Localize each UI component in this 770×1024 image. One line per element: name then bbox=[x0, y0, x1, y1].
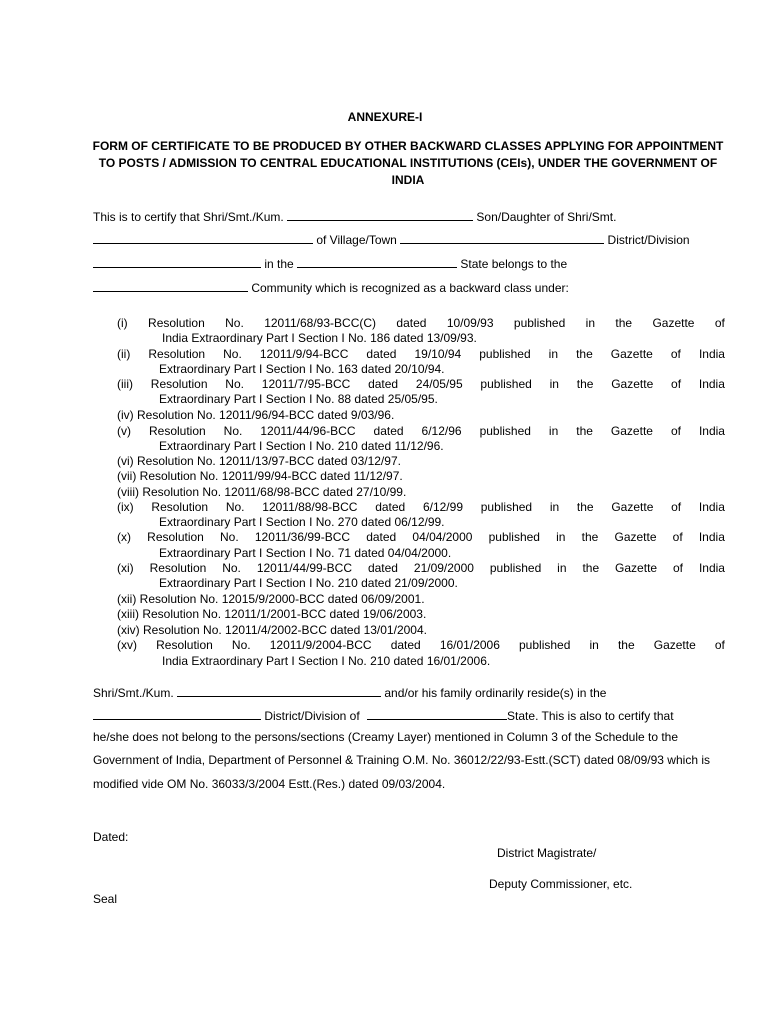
resolution-continuation: Extraordinary Part I Section I No. 163 dated 20/10/94. bbox=[159, 362, 445, 376]
resident-state-field[interactable] bbox=[367, 707, 507, 720]
resolution-word: No. bbox=[223, 424, 243, 438]
resolution-continuation: Extraordinary Part I Section I No. 88 dated 25/05/95. bbox=[159, 392, 438, 406]
resolution-continuation: India Extraordinary Part I Section I No. 210 dated 16/01/2006. bbox=[162, 654, 491, 668]
residence-text: State. This is also to certify that bbox=[507, 709, 674, 723]
resolution-word: 6/12/96 bbox=[421, 424, 462, 438]
resolution-word: dated bbox=[366, 530, 397, 544]
seal-label: Seal bbox=[93, 892, 118, 906]
residence-text: District/Division of bbox=[264, 709, 360, 723]
resolution-word: Resolution bbox=[156, 638, 213, 652]
resolution-item: (iv) Resolution No. 12011/96/94-BCC dated 9/03/96. bbox=[117, 408, 395, 422]
resolution-item bbox=[117, 424, 725, 438]
resolution-word: published bbox=[489, 561, 542, 575]
resolution-word: the bbox=[576, 377, 594, 391]
parent-name-field[interactable] bbox=[93, 231, 313, 244]
resolution-word: in bbox=[549, 500, 560, 514]
resolution-word: of bbox=[673, 561, 684, 575]
resolution-word: dated bbox=[367, 561, 398, 575]
resolution-word: 24/05/95 bbox=[415, 377, 463, 391]
resolution-item bbox=[117, 638, 725, 652]
resolution-word: India bbox=[698, 530, 725, 544]
resolution-word: No. bbox=[225, 377, 244, 391]
resolution-word: 12011/7/95-BCC bbox=[261, 377, 351, 391]
resolution-word: in bbox=[557, 561, 567, 575]
resolution-word: in bbox=[548, 347, 559, 361]
resolution-word: of bbox=[670, 424, 681, 438]
resolution-word: of bbox=[714, 316, 725, 330]
resolution-word: Gazette bbox=[615, 561, 658, 575]
resolution-word: in bbox=[549, 377, 559, 391]
resolution-word: of bbox=[671, 377, 682, 391]
resolution-word: published bbox=[480, 377, 532, 391]
residence-line-4: Government of India, Department of Personnel & Training O.M. No. 36012/22/93-Estt.(SCT) dated 08/09/93 which is bbox=[93, 753, 710, 767]
resolution-word: (iii) bbox=[117, 377, 133, 391]
resolution-word: Gazette bbox=[652, 316, 695, 330]
resolution-word: India bbox=[698, 377, 725, 391]
resolution-word: published bbox=[519, 638, 571, 652]
resolution-item bbox=[117, 561, 725, 575]
resolution-word: published bbox=[513, 316, 566, 330]
resolution-item: (viii) Resolution No. 12011/68/98-BCC dated 27/10/99. bbox=[117, 485, 407, 499]
resolution-item: (xiii) Resolution No. 12011/1/2001-BCC dated 19/06/2003. bbox=[117, 607, 427, 621]
resolution-word: 6/12/99 bbox=[422, 500, 463, 514]
resident-name-field[interactable] bbox=[177, 684, 381, 697]
resolution-word: dated bbox=[390, 638, 421, 652]
resolution-word: 19/10/94 bbox=[414, 347, 462, 361]
resolution-word: dated bbox=[375, 500, 406, 514]
resolution-word: No. bbox=[225, 500, 245, 514]
resolution-word: India bbox=[698, 347, 725, 361]
resolution-word: No. bbox=[225, 316, 244, 330]
certify-line-3 bbox=[93, 255, 567, 271]
resolution-word: in bbox=[589, 638, 599, 652]
resolution-word: Gazette bbox=[611, 500, 654, 514]
residence-line-1 bbox=[93, 684, 606, 700]
resolution-word: 04/04/2000 bbox=[412, 530, 473, 544]
resolution-word: 10/09/93 bbox=[446, 316, 494, 330]
resolution-word: the bbox=[576, 347, 593, 361]
resolution-word: No. bbox=[231, 638, 251, 652]
resolution-word: India bbox=[698, 424, 725, 438]
resolution-continuation: India Extraordinary Part I Section I No. 186 dated 13/09/93. bbox=[162, 331, 477, 345]
resolution-continuation: Extraordinary Part I Section I No. 270 dated 06/12/99. bbox=[159, 515, 445, 529]
dated-label: Dated: bbox=[93, 830, 129, 844]
resident-district-field[interactable] bbox=[93, 707, 261, 720]
name-field[interactable] bbox=[287, 208, 473, 221]
resolution-word: the bbox=[582, 561, 600, 575]
certify-text: of Village/Town bbox=[316, 233, 397, 247]
certify-text: District/Division bbox=[607, 233, 690, 247]
certify-text: in the bbox=[264, 257, 294, 271]
resolution-word: Resolution bbox=[148, 316, 205, 330]
deputy-commissioner-label: Deputy Commissioner, etc. bbox=[489, 877, 633, 891]
resolution-item: (vii) Resolution No. 12011/99/94-BCC dated 11/12/97. bbox=[117, 469, 403, 483]
resolution-word: in bbox=[556, 530, 566, 544]
resolution-word: (ii) bbox=[117, 347, 131, 361]
resolution-word: India bbox=[698, 500, 725, 514]
resolution-word: 21/09/2000 bbox=[413, 561, 474, 575]
resolution-word: Resolution bbox=[150, 377, 208, 391]
resolution-word: No. bbox=[222, 561, 241, 575]
resolution-word: Resolution bbox=[148, 424, 206, 438]
residence-text: and/or his family ordinarily reside(s) in the bbox=[384, 686, 607, 700]
resolution-word: Resolution bbox=[151, 500, 209, 514]
resolution-word: in bbox=[548, 424, 559, 438]
annexure-title: ANNEXURE-I bbox=[347, 110, 423, 124]
resolution-word: published bbox=[479, 424, 531, 438]
resolution-word: 12011/9/2004-BCC bbox=[269, 638, 372, 652]
resolution-word: Gazette bbox=[610, 347, 653, 361]
certify-text: State belongs to the bbox=[460, 257, 568, 271]
resolution-word: 12011/36/99-BCC bbox=[254, 530, 351, 544]
resolution-word: (i) bbox=[117, 316, 128, 330]
resolution-word: 16/01/2006 bbox=[439, 638, 500, 652]
magistrate-label: District Magistrate/ bbox=[497, 846, 597, 860]
resolution-word: in bbox=[585, 316, 595, 330]
resolution-word: India bbox=[698, 561, 725, 575]
resolution-word: 12011/68/93-BCC(C) bbox=[264, 316, 377, 330]
resolution-word: No. bbox=[223, 347, 242, 361]
certify-line-4 bbox=[93, 279, 569, 295]
resolution-word: the bbox=[576, 424, 593, 438]
resolution-word: (xv) bbox=[117, 638, 137, 652]
resolution-word: Gazette bbox=[611, 377, 654, 391]
village-field[interactable] bbox=[400, 231, 604, 244]
resolution-word: published bbox=[480, 500, 533, 514]
resolution-word: Resolution bbox=[147, 530, 204, 544]
resolution-word: dated bbox=[373, 424, 404, 438]
resolution-continuation: Extraordinary Part I Section I No. 210 dated 11/12/96. bbox=[159, 439, 444, 453]
resolution-word: 12011/9/94-BCC bbox=[259, 347, 349, 361]
certify-text: Community which is recognized as a backward class under: bbox=[251, 281, 569, 295]
resolution-word: Gazette bbox=[610, 424, 653, 438]
resolution-item bbox=[117, 316, 725, 330]
district-field[interactable] bbox=[93, 255, 261, 268]
resolution-word: the bbox=[617, 638, 635, 652]
resolution-continuation: Extraordinary Part I Section I No. 210 dated 21/09/2000. bbox=[159, 576, 458, 590]
resolution-item bbox=[117, 530, 725, 544]
resolution-item: (xii) Resolution No. 12015/9/2000-BCC dated 06/09/2001. bbox=[117, 592, 425, 606]
certify-text: This is to certify that Shri/Smt./Kum. bbox=[93, 210, 284, 224]
resolution-word: 12011/88/98-BCC bbox=[262, 500, 358, 514]
resolution-word: Resolution bbox=[149, 561, 207, 575]
resolution-word: the bbox=[615, 316, 633, 330]
state-field[interactable] bbox=[297, 255, 457, 268]
resolution-word: dated bbox=[396, 316, 427, 330]
certify-line-1 bbox=[93, 208, 616, 224]
certify-text: Son/Daughter of Shri/Smt. bbox=[476, 210, 617, 224]
resolution-word: published bbox=[488, 530, 540, 544]
resolution-word: Gazette bbox=[653, 638, 696, 652]
resolution-word: of bbox=[714, 638, 725, 652]
resolution-word: dated bbox=[366, 347, 397, 361]
resolution-item: (xiv) Resolution No. 12011/4/2002-BCC dated 13/01/2004. bbox=[117, 623, 427, 637]
resolution-word: of bbox=[672, 530, 683, 544]
resolution-word: 12011/44/99-BCC bbox=[256, 561, 353, 575]
resolution-word: 12011/44/96-BCC bbox=[260, 424, 356, 438]
residence-line-5: modified vide OM No. 36033/3/2004 Estt.(Res.) dated 09/03/2004. bbox=[93, 777, 446, 791]
resolution-word: published bbox=[479, 347, 531, 361]
resolution-word: of bbox=[670, 347, 681, 361]
resolution-word: (v) bbox=[117, 424, 131, 438]
resolution-item bbox=[117, 347, 725, 361]
resolution-word: Gazette bbox=[614, 530, 657, 544]
resolution-word: (x) bbox=[117, 530, 131, 544]
resolution-word: the bbox=[576, 500, 594, 514]
resolution-item: (vi) Resolution No. 12011/13/97-BCC dated 03/12/97. bbox=[117, 454, 401, 468]
resolution-word: dated bbox=[368, 377, 399, 391]
community-field[interactable] bbox=[93, 279, 248, 292]
resolution-word: (ix) bbox=[117, 500, 134, 514]
residence-line-2 bbox=[93, 707, 674, 723]
resolution-item bbox=[117, 500, 725, 514]
residence-line-3: he/she does not belong to the persons/sections (Creamy Layer) mentioned in Column 3 of the Schedule to the bbox=[93, 730, 679, 744]
resolution-item bbox=[117, 377, 725, 391]
resolution-word: of bbox=[671, 500, 682, 514]
resolution-word: No. bbox=[220, 530, 239, 544]
resolution-word: (xi) bbox=[117, 561, 134, 575]
resolution-word: Resolution bbox=[148, 347, 206, 361]
residence-text: Shri/Smt./Kum. bbox=[93, 686, 174, 700]
resolution-word: the bbox=[581, 530, 599, 544]
certify-line-2 bbox=[93, 231, 690, 247]
form-heading: FORM OF CERTIFICATE TO BE PRODUCED BY OTHER BACKWARD CLASSES APPLYING FOR APPOINTMENT TO POSTS / ADMISSION TO CENTRAL EDUCATIONAL INSTITUTIONS (CEIs), UNDER THE GOVERNMENT OF INDIA bbox=[92, 139, 724, 187]
resolution-continuation: Extraordinary Part I Section I No. 71 dated 04/04/2000. bbox=[159, 546, 452, 560]
